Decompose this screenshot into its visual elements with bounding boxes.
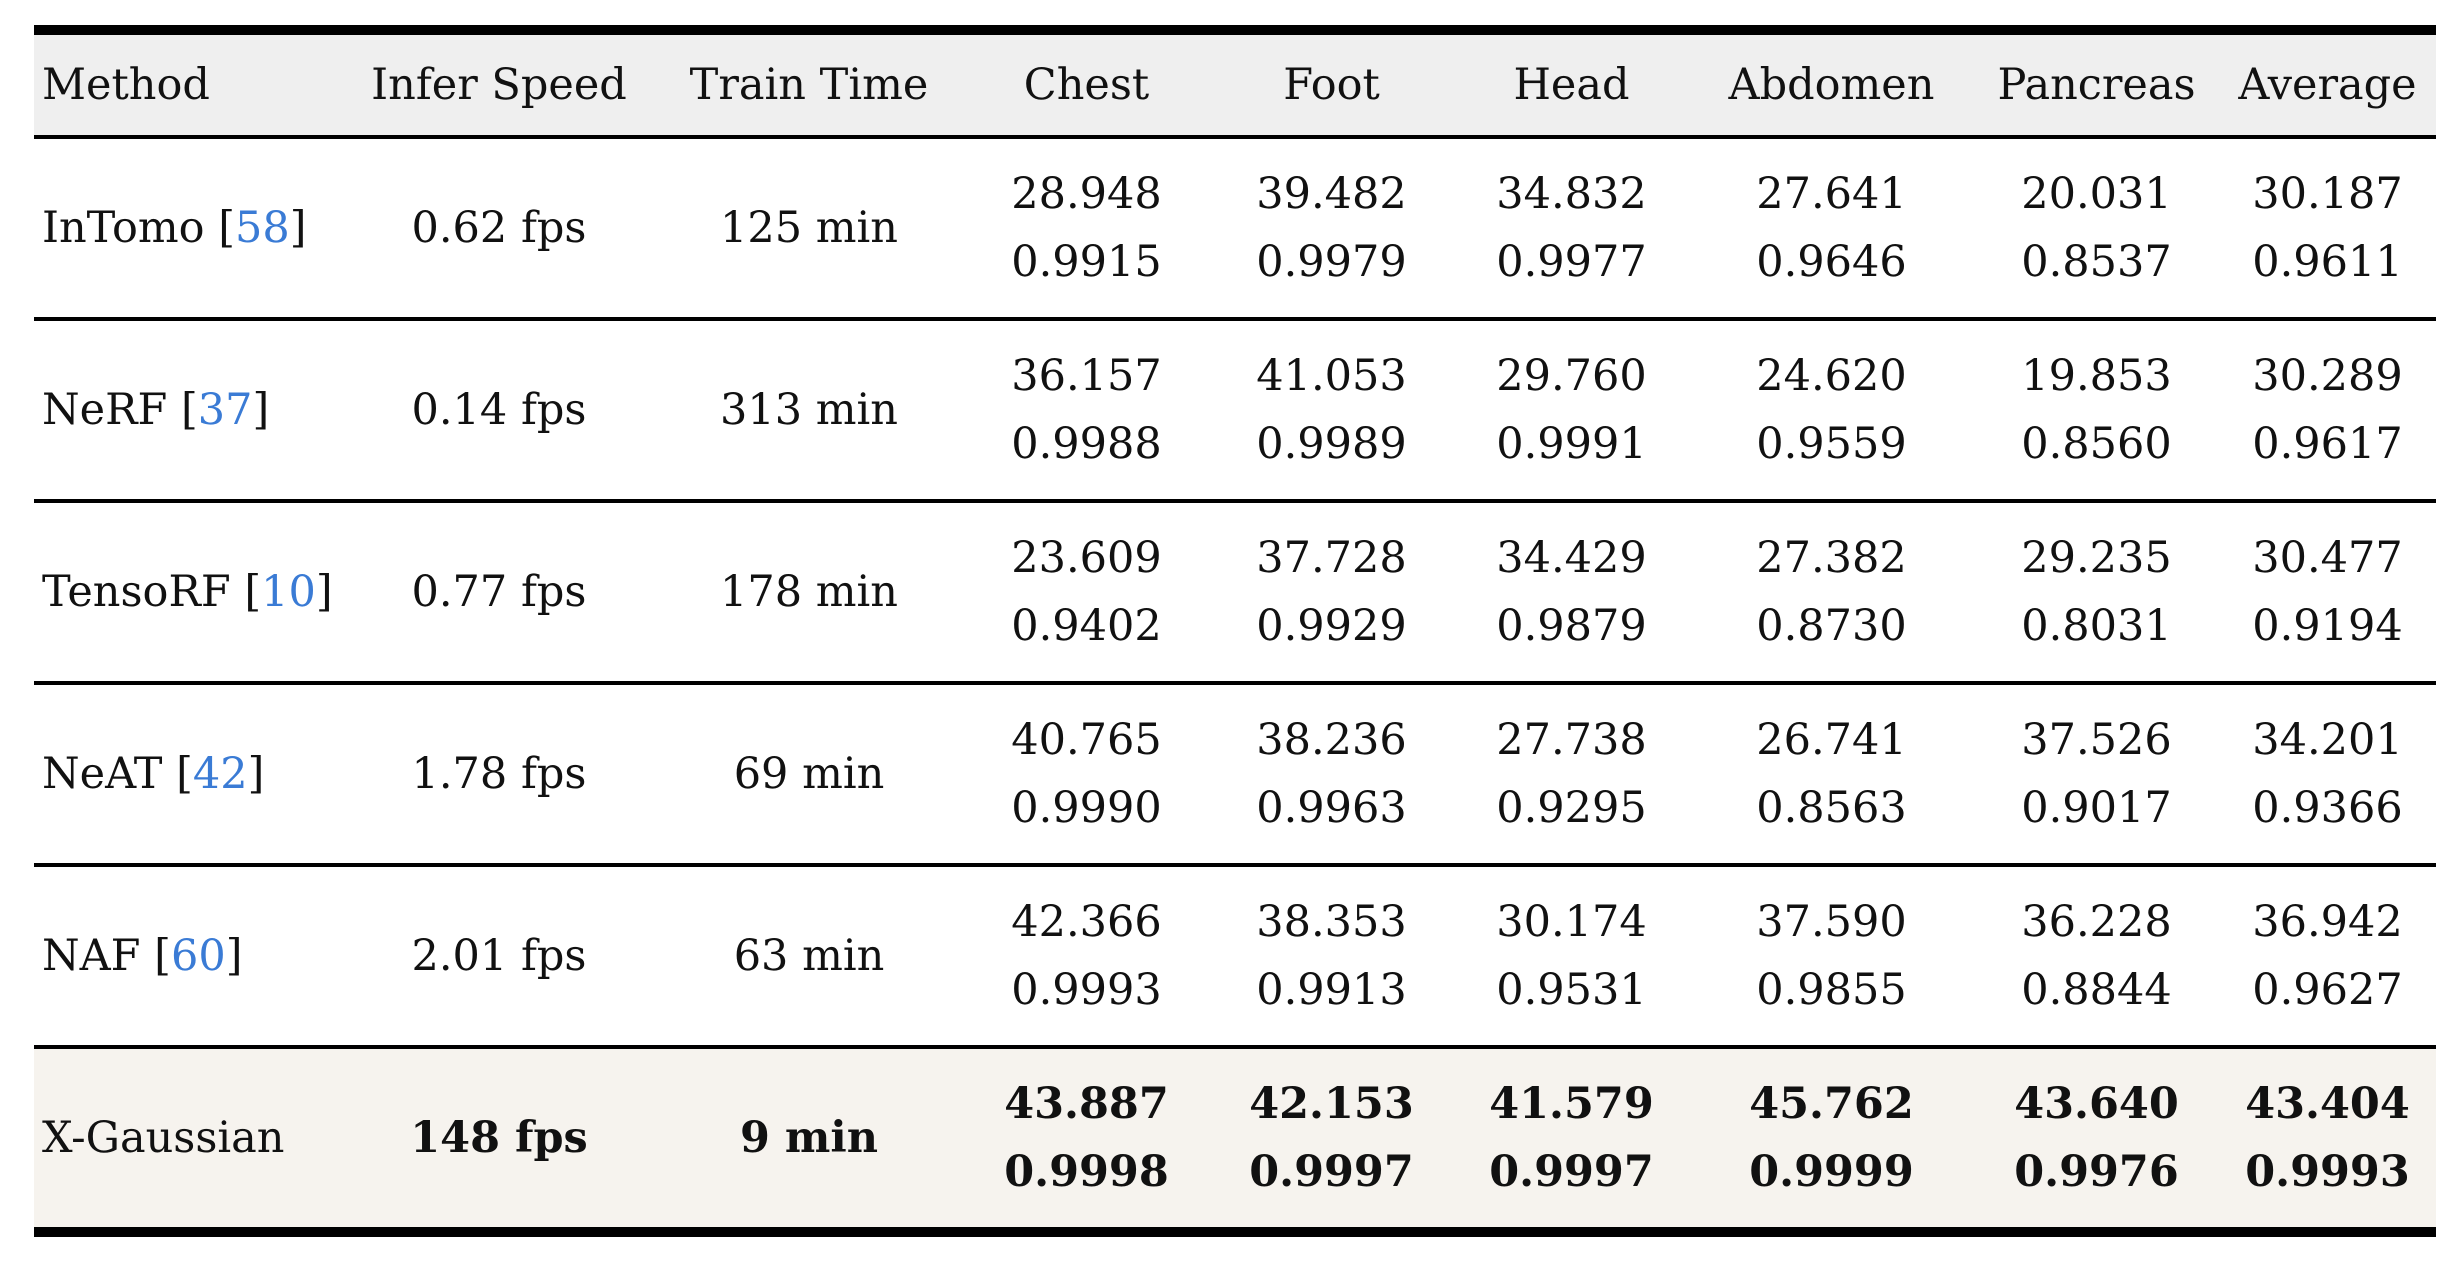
method-label: TensoRF [42,567,231,617]
psnr-cell: 27.382 [1756,533,1907,583]
ssim-cell: 0.8730 [1756,601,1907,651]
psnr-cell: 30.289 [2252,351,2403,401]
ssim-cell: 0.9194 [2252,601,2403,651]
psnr-cell: 39.482 [1256,169,1407,219]
ssim-cell: 0.8560 [2021,419,2172,469]
method-name: NAF [60] [42,931,243,981]
method-name: NeRF [37] [42,385,270,435]
ssim-cell: 0.9929 [1256,601,1407,651]
table-row-psnr [34,683,2436,769]
ssim-cell: 0.9855 [1756,965,1907,1015]
psnr-cell: 29.235 [2021,533,2172,583]
infer-speed-cell: 148 fps [344,1047,654,1232]
psnr-cell: 36.942 [2252,897,2403,947]
psnr-cell: 29.760 [1496,351,1647,401]
method-group [34,137,2436,319]
method-group [34,501,2436,683]
citation-link[interactable]: 10 [261,567,316,617]
citation-link[interactable]: 58 [235,203,290,253]
ssim-cell: 0.9402 [1011,601,1162,651]
method-name: InTomo [58] [42,203,307,253]
method-group-ours [34,1047,2436,1232]
psnr-cell: 43.640 [1974,1047,2219,1133]
psnr-cell: 42.366 [1011,897,1162,947]
table-row-psnr [34,865,2436,951]
method-group [34,683,2436,865]
ssim-cell: 0.9997 [1209,1133,1454,1232]
psnr-cell: 30.187 [2252,169,2403,219]
header-infer-speed: Infer Speed [371,60,627,110]
ssim-cell: 0.9979 [1256,237,1407,287]
header-head: Head [1513,60,1630,110]
method-name: TensoRF [10] [42,567,333,617]
psnr-cell: 45.762 [1689,1047,1974,1133]
psnr-cell: 20.031 [2021,169,2172,219]
ssim-cell: 0.9617 [2252,419,2403,469]
infer-speed-cell: 0.14 fps [411,385,587,435]
ssim-cell: 0.9366 [2252,783,2403,833]
train-time-cell: 9 min [654,1047,964,1232]
ssim-cell: 0.9879 [1496,601,1647,651]
psnr-cell: 37.728 [1256,533,1407,583]
infer-speed-cell: 2.01 fps [411,931,587,981]
ssim-cell: 0.9559 [1756,419,1907,469]
ssim-cell: 0.9295 [1496,783,1647,833]
header-train-time: Train Time [689,60,929,110]
psnr-cell: 43.887 [964,1047,1209,1133]
ssim-cell: 0.9913 [1256,965,1407,1015]
table-row-psnr [34,1047,2436,1133]
ssim-cell: 0.9646 [1756,237,1907,287]
ssim-cell: 0.8563 [1756,783,1907,833]
train-time-cell: 125 min [720,203,898,253]
psnr-cell: 34.429 [1496,533,1647,583]
table-row-psnr [34,319,2436,405]
psnr-cell: 41.053 [1256,351,1407,401]
ssim-cell: 0.9989 [1256,419,1407,469]
train-time-cell: 69 min [733,749,885,799]
psnr-cell: 26.741 [1756,715,1907,765]
header-abdomen: Abdomen [1728,60,1935,110]
ssim-cell: 0.9611 [2252,237,2403,287]
train-time-cell: 313 min [720,385,898,435]
psnr-cell: 30.174 [1496,897,1647,947]
citation-link[interactable]: 37 [197,385,253,435]
ssim-cell: 0.9915 [1011,237,1162,287]
method-label: InTomo [42,203,205,253]
method-name: X-Gaussian [34,1047,344,1232]
ssim-cell: 0.9991 [1496,419,1647,469]
psnr-cell: 34.201 [2252,715,2403,765]
header-average: Average [2238,60,2417,110]
psnr-cell: 41.579 [1454,1047,1689,1133]
ssim-cell: 0.9988 [1011,419,1162,469]
psnr-cell: 40.765 [1011,715,1162,765]
psnr-cell: 43.404 [2219,1047,2436,1133]
ssim-cell: 0.9999 [1689,1133,1974,1232]
header-pancreas: Pancreas [1997,60,2196,110]
ssim-cell: 0.9627 [2252,965,2403,1015]
ssim-cell: 0.8031 [2021,601,2172,651]
citation-link[interactable]: 60 [170,931,226,981]
method-label: NAF [42,931,141,981]
table-row-psnr [34,501,2436,587]
psnr-cell: 38.236 [1256,715,1407,765]
psnr-cell: 34.832 [1496,169,1647,219]
infer-speed-cell: 0.77 fps [411,567,587,617]
ssim-cell: 0.9017 [2021,783,2172,833]
psnr-cell: 24.620 [1756,351,1907,401]
psnr-cell: 36.228 [2021,897,2172,947]
infer-speed-cell: 0.62 fps [411,203,587,253]
psnr-cell: 37.526 [2021,715,2172,765]
ssim-cell: 0.9997 [1454,1133,1689,1232]
results-table [34,25,2436,1237]
citation-link[interactable]: 42 [192,749,248,799]
method-group [34,865,2436,1047]
psnr-cell: 19.853 [2021,351,2172,401]
psnr-cell: 30.477 [2252,533,2403,583]
method-label: NeAT [42,749,163,799]
psnr-cell: 28.948 [1011,169,1162,219]
train-time-cell: 178 min [720,567,898,617]
psnr-cell: 36.157 [1011,351,1162,401]
ssim-cell: 0.8844 [2021,965,2172,1015]
psnr-cell: 27.738 [1496,715,1647,765]
ssim-cell: 0.8537 [2021,237,2172,287]
ssim-cell: 0.9993 [1011,965,1162,1015]
header-foot: Foot [1283,60,1380,110]
psnr-cell: 23.609 [1011,533,1162,583]
ssim-cell: 0.9990 [1011,783,1162,833]
ssim-cell: 0.9963 [1256,783,1407,833]
infer-speed-cell: 1.78 fps [411,749,587,799]
ssim-cell: 0.9977 [1496,237,1647,287]
method-group [34,319,2436,501]
psnr-cell: 42.153 [1209,1047,1454,1133]
train-time-cell: 63 min [733,931,885,981]
table-row-psnr [34,137,2436,223]
psnr-cell: 38.353 [1256,897,1407,947]
header-row [34,30,2436,137]
ssim-cell: 0.9976 [1974,1133,2219,1232]
ssim-cell: 0.9993 [2219,1133,2436,1232]
method-label: NeRF [42,385,168,435]
psnr-cell: 27.641 [1756,169,1907,219]
ssim-cell: 0.9531 [1496,965,1647,1015]
ssim-cell: 0.9998 [964,1133,1209,1232]
header-chest: Chest [1023,60,1150,110]
header-method: Method [42,60,210,110]
method-name: NeAT [42] [42,749,265,799]
psnr-cell: 37.590 [1756,897,1907,947]
